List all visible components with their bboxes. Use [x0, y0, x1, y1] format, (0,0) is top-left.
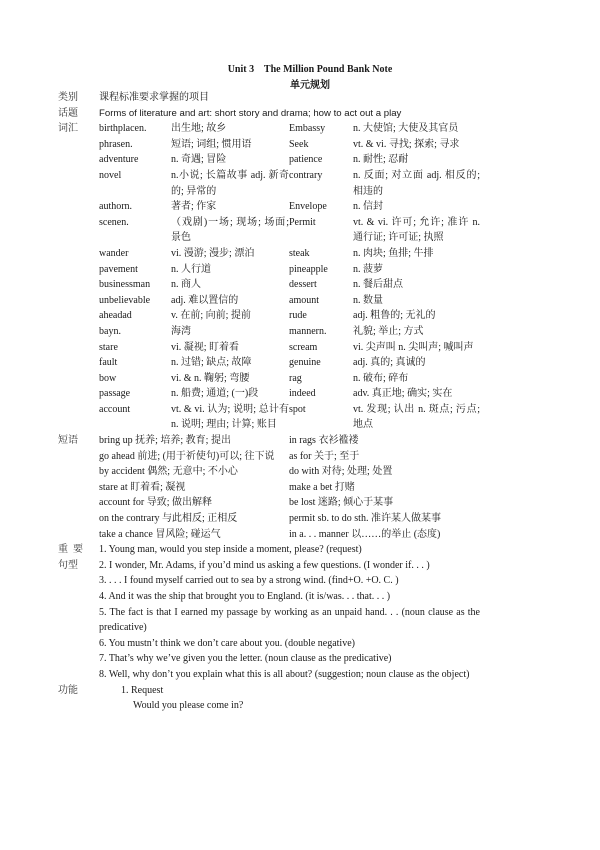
- vocab-meaning: n. 信封: [353, 201, 383, 213]
- sentences-section: [58, 542, 480, 682]
- phrase-item: permit sb. to do sth. 准许某人做某事: [289, 513, 441, 525]
- sentences-label-1: 重 要: [58, 544, 83, 556]
- vocab-meaning: n. 奇遇; 冒险: [171, 154, 227, 166]
- vocab-word: mannern.: [289, 325, 327, 337]
- vocabulary-table: [99, 121, 480, 433]
- vocab-word: scenen.: [99, 216, 129, 228]
- vocab-word: genuine: [289, 357, 321, 369]
- sentence-item: 8. Well, why don’t you explain what this is all about? (suggestion; noun clause as the object): [99, 668, 470, 680]
- document-subtitle: 单元规划: [290, 80, 330, 91]
- sentence-item: 4. And it was the ship that brought you to England. (it is/was. . . that. . . ): [99, 591, 391, 602]
- vocab-word: Envelope: [289, 201, 327, 213]
- topic-label: 话题: [58, 107, 78, 119]
- vocab-meaning: n. 肉块; 鱼排; 牛排: [353, 247, 434, 259]
- vocab-word: adventure: [99, 154, 139, 166]
- vocab-word: pavement: [99, 263, 138, 275]
- vocab-word: rude: [289, 310, 307, 322]
- vocab-word: wander: [99, 247, 129, 259]
- vocab-meaning: n. 人行道: [171, 263, 211, 275]
- vocab-word: scream: [289, 341, 318, 353]
- functions-label: 功能: [58, 684, 78, 696]
- phrase-item: be lost 迷路; 倾心于某事: [289, 497, 394, 509]
- vocab-word: dessert: [289, 279, 317, 291]
- vocab-word: phrasen.: [99, 138, 133, 150]
- vocab-meaning: n. 船费; 通道; (一)段: [171, 388, 259, 400]
- sentence-item: 1. Young man, would you step inside a moment, please? (request): [99, 544, 362, 556]
- phrases-table: [99, 433, 480, 542]
- vocab-meaning: vi. & n. 鞠躬; 弯腰: [171, 372, 250, 384]
- vocab-meaning: n. 商人: [171, 279, 201, 291]
- function-item: 1. Request: [121, 684, 164, 696]
- vocab-meaning: n. 数量: [353, 294, 383, 306]
- vocab-word: businessman: [99, 279, 151, 291]
- vocab-meaning: n.小说; 长篇故事 adj. 新奇的; 异常的: [171, 169, 289, 197]
- vocab-meaning: vi. 凝视; 盯着看: [171, 341, 240, 353]
- vocab-word: bayn.: [99, 325, 121, 337]
- vocab-word: Permit: [289, 216, 316, 228]
- topic-row: [58, 106, 480, 122]
- vocab-word: aheadad: [99, 310, 132, 322]
- phrase-item: do with 对待; 处理; 处置: [289, 466, 393, 478]
- vocab-meaning: n. 菠萝: [353, 263, 383, 275]
- category-row: [58, 90, 480, 714]
- vocab-meaning: n. 大使馆; 大使及其官员: [353, 123, 459, 135]
- vocab-word: pineapple: [289, 263, 328, 275]
- phrase-item: bring up 抚养; 培养; 教育; 提出: [99, 435, 231, 447]
- function-example: Would you please come in?: [133, 700, 244, 712]
- vocab-word: authorn.: [99, 201, 133, 213]
- vocab-meaning: 著者; 作家: [171, 201, 217, 213]
- vocab-word: birthplacen.: [99, 123, 147, 135]
- vocab-meaning: vt. & vi. 寻找; 探索; 寻求: [353, 138, 460, 150]
- vocab-word: indeed: [289, 388, 316, 400]
- vocab-word: novel: [99, 169, 122, 181]
- vocab-meaning: adj. 粗鲁的; 无礼的: [353, 310, 436, 322]
- vocabulary-section: [58, 121, 480, 433]
- sentence-item: 6. You mustn’t think we don’t care about you. (double negative): [99, 637, 355, 649]
- vocab-word: steak: [289, 247, 310, 259]
- phrase-item: as for 关于; 至于: [289, 450, 360, 462]
- vocab-meaning: n. 餐后甜点: [353, 279, 403, 291]
- vocab-meaning: 礼貌; 举止; 方式: [353, 325, 424, 337]
- vocabulary-label: 词汇: [58, 123, 78, 135]
- category-label: 类别: [58, 92, 78, 103]
- vocab-meaning: 海湾: [171, 325, 191, 337]
- vocab-meaning: vt. 发现; 认出 n. 斑点; 污点; 地点: [353, 403, 480, 431]
- phrase-item: make a bet 打赌: [289, 481, 355, 493]
- phrases-section: [58, 433, 480, 542]
- vocab-word: rag: [289, 372, 302, 384]
- sentence-item: 2. I wonder, Mr. Adams, if you’d mind us asking a few questions. (I wonder if. . . ): [99, 559, 430, 571]
- vocab-meaning: 短语; 词组; 惯用语: [171, 138, 252, 150]
- phrase-item: in a. . . manner 以……的举止 (态度): [289, 528, 441, 540]
- vocab-word: contrary: [289, 169, 323, 181]
- phrases-label: 短语: [58, 435, 78, 447]
- vocab-meaning: vi. 尖声叫 n. 尖叫声; 喊叫声: [353, 341, 474, 353]
- vocab-meaning: n. 破布; 碎布: [353, 372, 409, 384]
- vocab-meaning: n. 过错; 缺点; 故障: [171, 357, 252, 369]
- vocab-word: account: [99, 403, 131, 415]
- phrase-item: go ahead 前进; (用于祈使句)可以; 往下说: [99, 450, 275, 462]
- vocab-word: patience: [289, 154, 323, 166]
- vocab-meaning: vt. & vi. 许可; 允许; 准许 n. 通行证; 许可证; 执照: [353, 216, 480, 244]
- phrase-item: on the contrary 与此相反; 正相反: [99, 513, 238, 525]
- vocab-word: spot: [289, 403, 306, 415]
- phrase-item: by accident 偶然; 无意中; 不小心: [99, 466, 238, 478]
- vocab-meaning: adj. 难以置信的: [171, 294, 239, 306]
- document-title: Unit 3 The Million Pound Bank Note: [227, 64, 393, 75]
- sentence-item: 7. That’s why we’ve given you the letter. (noun clause as the predicative): [99, 653, 392, 665]
- vocab-word: passage: [99, 388, 131, 400]
- phrase-item: take a chance 冒风险; 碰运气: [99, 528, 221, 540]
- phrase-item: stare at 盯着看; 凝视: [99, 481, 186, 493]
- vocab-meaning: adj. 真的; 真诚的: [353, 357, 426, 369]
- vocab-word: bow: [99, 372, 117, 384]
- functions-section: [58, 683, 480, 714]
- vocab-meaning: n. 耐性; 忍耐: [353, 154, 409, 166]
- sentence-item: 3. . . . I found myself carried out to sea by a strong wind. (find+O. +O. C. ): [99, 575, 399, 587]
- sentence-list: [99, 542, 480, 682]
- vocab-meaning: vi. 漫游; 漫步; 漂泊: [171, 247, 255, 259]
- vocab-word: unbelievable: [99, 294, 151, 306]
- sentences-label-2: 句型: [58, 559, 78, 571]
- vocab-word: Seek: [289, 138, 309, 150]
- vocab-meaning: vt. & vi. 认为; 说明; 总计有 n. 说明; 理由; 计算; 账目: [171, 403, 289, 431]
- vocab-meaning: 出生地; 故乡: [171, 123, 227, 135]
- category-value: 课程标准要求掌握的项目: [99, 92, 209, 103]
- topic-value: Forms of literature and art: short story and drama; how to act out a play: [99, 107, 402, 119]
- vocab-word: Embassy: [289, 123, 326, 135]
- vocab-meaning: （戏剧)一场; 现场; 场面; 景色: [171, 216, 289, 244]
- vocab-meaning: v. 在前; 向前; 提前: [171, 310, 251, 322]
- phrase-item: in rags 衣衫褴褛: [289, 435, 359, 447]
- sentence-item: 5. The fact is that I earned my passage by working as an unpaid hand. . . (noun clause as the predicative): [99, 606, 480, 634]
- vocab-word: fault: [99, 357, 118, 369]
- vocab-word: stare: [99, 341, 118, 353]
- vocab-meaning: adv. 真正地; 确实; 实在: [353, 388, 453, 400]
- vocab-meaning: n. 反面; 对立面 adj. 相反的; 相违的: [353, 169, 480, 197]
- vocab-word: amount: [289, 294, 319, 306]
- phrase-item: account for 导致; 做出解释: [99, 497, 213, 509]
